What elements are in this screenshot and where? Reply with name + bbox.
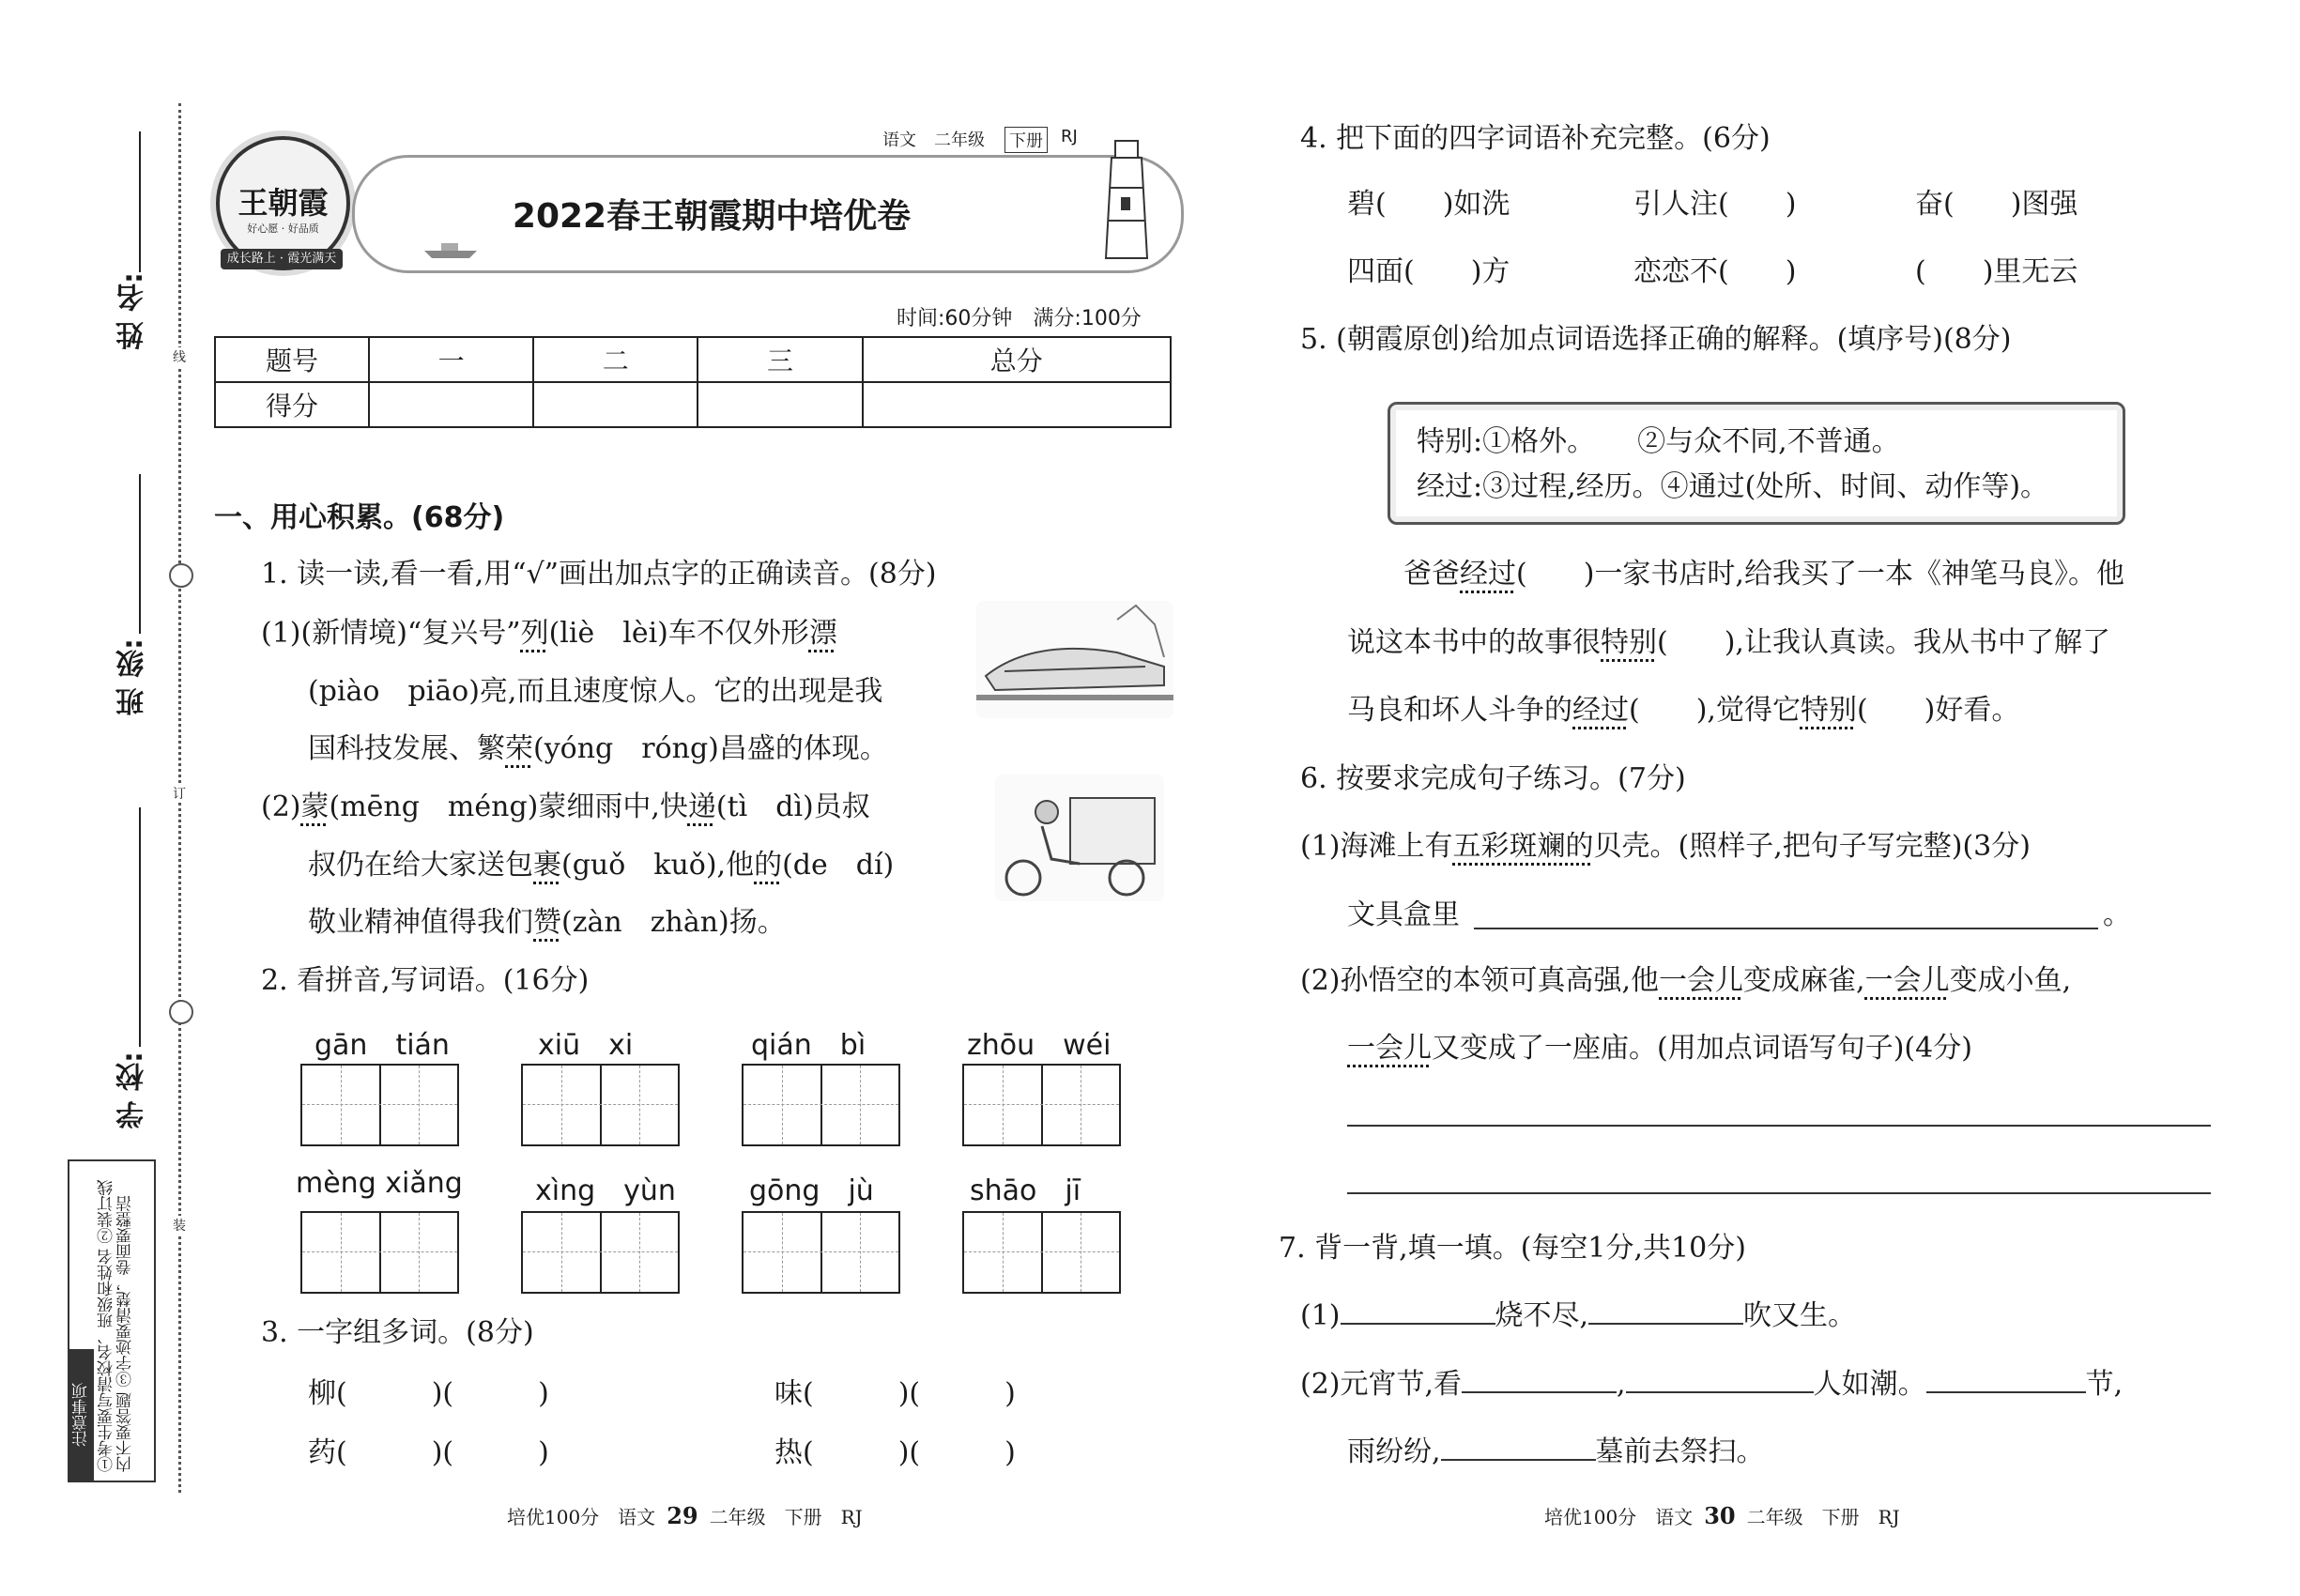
- dotted-word: 一会儿: [1864, 964, 1950, 997]
- pinyin-label: mèng xiǎng: [296, 1167, 463, 1200]
- text: (zàn zhàn)扬。: [561, 906, 786, 939]
- name-label: 姓 名:: [116, 272, 149, 350]
- page-number: 30: [1704, 1502, 1736, 1529]
- text: 节,: [2085, 1368, 2124, 1401]
- footer-right: [1544, 1502, 1900, 1529]
- text: 贝壳。(照样子,把句子写完整)(3分): [1593, 830, 2031, 863]
- school-label: 学 校:: [116, 1051, 149, 1129]
- text: 雨纷纷,: [1347, 1435, 1441, 1468]
- edition-tag: RJ: [1061, 127, 1078, 146]
- question-7: 7. 背一背,填一填。(每空1分,共10分): [1279, 1232, 1746, 1265]
- dotted-word: 五彩斑斓的: [1452, 830, 1594, 863]
- time-score-info: 时间:60分钟 满分:100分: [897, 307, 1142, 330]
- question-5: 5. (朝霞原创)给加点词语选择正确的解释。(填序号)(8分): [1300, 323, 2012, 356]
- dotted-char: 列: [520, 617, 549, 650]
- text: (yóng róng)昌盛的体现。: [533, 732, 888, 765]
- fill-blank[interactable]: [1626, 1391, 1814, 1393]
- q5-paragraph-line1: [1403, 556, 2124, 593]
- writing-grid[interactable]: [521, 1064, 680, 1146]
- dotted-word: 经过: [1460, 558, 1516, 591]
- score-input[interactable]: [698, 382, 862, 427]
- dotted-word: 一会儿: [1347, 1032, 1432, 1065]
- score-cell: 得分: [215, 382, 369, 427]
- text: 说这本书中的故事很: [1347, 626, 1601, 659]
- dotted-word: 经过: [1572, 694, 1629, 727]
- dotted-char: 蒙: [300, 790, 330, 823]
- question-3: 3. 一字组多词。(8分): [261, 1316, 534, 1349]
- courier-illustration: [995, 775, 1164, 901]
- q6-part1-answer-label: 文具盒里: [1347, 898, 1460, 931]
- q3-item-liu[interactable]: 柳( )( ): [308, 1377, 549, 1410]
- score-cell: 三: [698, 337, 862, 382]
- pinyin-label: zhōu wéi: [967, 1029, 1112, 1062]
- q5-paragraph-line3: [1347, 692, 2019, 729]
- question-2: 2. 看拼音,写词语。(16分): [261, 964, 590, 997]
- footer-suffix: 二年级 下册 RJ: [1746, 1506, 1900, 1528]
- ship-icon: [422, 239, 479, 260]
- dotted-char: 裹: [533, 849, 561, 882]
- volume-tag: 下册: [1004, 127, 1048, 153]
- notes-tag: 注意事项: [69, 1349, 94, 1481]
- definition-box: [1388, 402, 2125, 525]
- writing-grid[interactable]: [962, 1211, 1121, 1294]
- dotted-word: 特别: [1800, 694, 1857, 727]
- q4-item[interactable]: ( )里无云: [1915, 255, 2078, 288]
- text: 墓前去祭扫。: [1595, 1435, 1765, 1468]
- q4-item[interactable]: 引人注( ): [1633, 188, 1797, 221]
- q1-part2-line3: [308, 904, 786, 942]
- dotted-char: 赞: [533, 906, 561, 939]
- cut-mark-order: 订: [169, 784, 190, 803]
- writing-grid[interactable]: [521, 1211, 680, 1294]
- q3-item-yao[interactable]: 药( )( ): [308, 1436, 549, 1469]
- brand-sub: 好心愿 · 好品质: [247, 223, 319, 235]
- name-blank[interactable]: [139, 131, 141, 272]
- cut-circle-1: [169, 563, 193, 588]
- text: (de dí): [782, 849, 895, 882]
- text: (1): [1300, 1299, 1341, 1332]
- writing-grid[interactable]: [742, 1064, 900, 1146]
- score-input[interactable]: [533, 382, 698, 427]
- text: 叔仍在给大家送包: [308, 849, 533, 882]
- class-blank[interactable]: [139, 474, 141, 634]
- dotted-char: 荣: [505, 732, 533, 765]
- text: 变成小鱼,: [1949, 964, 2072, 997]
- q6-part2-line2: [1347, 1030, 1972, 1067]
- exam-title: 2022春王朝霞期中培优卷: [512, 197, 912, 236]
- text: (1)(新情境)“复兴号”: [261, 617, 521, 650]
- writing-grid[interactable]: [742, 1211, 900, 1294]
- dotted-word: 特别: [1601, 626, 1657, 659]
- text: 又变成了一座庙。(用加点词语写句子)(4分): [1432, 1032, 1972, 1065]
- text: 爸爸: [1403, 558, 1460, 591]
- text: (2)元宵节,看: [1300, 1368, 1463, 1401]
- subject-tag: 语文: [882, 130, 916, 150]
- text: (liè lèi)车不仅外形: [548, 617, 809, 650]
- page-number: 29: [667, 1502, 698, 1529]
- score-cell: 总分: [863, 337, 1171, 382]
- text: 吹又生。: [1743, 1299, 1857, 1332]
- footer-prefix: 培优100分 语文: [1544, 1506, 1694, 1528]
- cut-mark-bind: 装: [169, 1216, 190, 1235]
- text: ( ),让我认真读。我从书中了解了: [1657, 626, 2110, 659]
- q6-part1-period: 。: [2103, 898, 2131, 931]
- notes-box: [68, 1159, 156, 1482]
- q4-item[interactable]: 奋( )图强: [1915, 188, 2078, 221]
- fill-blank[interactable]: [1341, 1323, 1495, 1325]
- fill-blank[interactable]: [1588, 1323, 1743, 1325]
- pinyin-label: gān tián: [314, 1029, 450, 1062]
- q1-part1-line3: [308, 730, 888, 768]
- text: 马良和坏人斗争的: [1347, 694, 1572, 727]
- footer-left: [507, 1502, 863, 1529]
- text: (1)海滩上有: [1300, 830, 1453, 863]
- q6-part2-answer-line[interactable]: [1347, 1192, 2211, 1194]
- q6-part2-answer-line[interactable]: [1347, 1125, 2211, 1127]
- footer-prefix: 培优100分 语文: [507, 1506, 656, 1528]
- text: 国科技发展、繁: [308, 732, 505, 765]
- text: (2)孙悟空的本领可真高强,他: [1300, 964, 1660, 997]
- dotted-word: 一会儿: [1659, 964, 1744, 997]
- q1-part1-line1: [261, 615, 837, 652]
- text: ,: [1617, 1368, 1626, 1401]
- definition-line-1: 特别:①格外。 ②与众不同,不普通。: [1417, 425, 1900, 458]
- text: 人如潮。: [1813, 1368, 1926, 1401]
- text: 烧不尽,: [1495, 1299, 1589, 1332]
- q3-item-re[interactable]: 热( )( ): [774, 1436, 1016, 1469]
- lighthouse-icon: [1089, 131, 1164, 263]
- pinyin-label: xiū xi: [538, 1029, 634, 1062]
- footer-suffix: 二年级 下册 RJ: [709, 1506, 863, 1528]
- cut-mark-line: 线: [169, 347, 190, 366]
- brand-ribbon: 成长路上 · 霞光满天: [221, 249, 343, 269]
- score-cell: 一: [369, 337, 533, 382]
- text: (mēng méng)蒙细雨中,快: [329, 790, 688, 823]
- pinyin-label: gōng jù: [749, 1174, 874, 1207]
- question-6: 6. 按要求完成句子练习。(7分): [1300, 762, 1686, 795]
- q4-item[interactable]: 恋恋不( ): [1633, 255, 1797, 288]
- train-illustration: [976, 601, 1173, 718]
- score-header-row: [215, 337, 1171, 382]
- text: ( )好看。: [1856, 694, 2020, 727]
- text: ( ),觉得它: [1629, 694, 1801, 727]
- score-input[interactable]: [369, 382, 533, 427]
- q4-item[interactable]: 碧( )如洗: [1347, 188, 1510, 221]
- q7-part3: [1347, 1434, 1765, 1471]
- q3-item-wei[interactable]: 味( )( ): [774, 1377, 1016, 1410]
- score-table: [214, 336, 1172, 428]
- cut-circle-2: [169, 1000, 193, 1024]
- question-4: 4. 把下面的四字词语补充完整。(6分): [1300, 122, 1771, 155]
- writing-grid[interactable]: [300, 1211, 459, 1294]
- text: (tì dì)员叔: [715, 790, 870, 823]
- grade-tag: 二年级: [934, 130, 985, 150]
- score-value-row: [215, 382, 1171, 427]
- fill-blank[interactable]: [1462, 1391, 1617, 1393]
- q6-part2-line1: [1300, 962, 2071, 1000]
- writing-grid[interactable]: [962, 1064, 1121, 1146]
- pinyin-label: xìng yùn: [535, 1174, 676, 1207]
- text: 敬业精神值得我们: [308, 906, 533, 939]
- q1-part1-line2: (piào piāo)亮,而且速度惊人。它的出现是我: [308, 675, 883, 708]
- q1-part2-line1: [261, 789, 870, 826]
- q6-part1-answer-line[interactable]: [1474, 928, 2098, 929]
- text: (guǒ kuǒ),他: [561, 849, 755, 882]
- score-cell: 二: [533, 337, 698, 382]
- text: ( )一家书店时,给我买了一本《神笔马良》。他: [1516, 558, 2124, 591]
- text: (2): [261, 790, 301, 823]
- dotted-char: 漂: [808, 617, 837, 650]
- q7-part2: [1300, 1366, 2123, 1404]
- notes-text: ①考生要写清校名、班级和姓名 ②装订线内不要答题 ③字迹要清楚，卷面要整洁: [98, 1179, 135, 1472]
- q1-part2-line2: [308, 847, 894, 884]
- q7-part1: [1300, 1297, 1856, 1335]
- section-1-heading: 一、用心积累。(68分): [214, 501, 505, 534]
- fill-blank[interactable]: [1441, 1459, 1596, 1461]
- q4-item[interactable]: 四面( )方: [1347, 255, 1510, 288]
- score-cell: 题号: [215, 337, 369, 382]
- writing-grid[interactable]: [300, 1064, 459, 1146]
- definition-line-2: 经过:③过程,经历。④通过(处所、时间、动作等)。: [1417, 470, 2049, 503]
- pinyin-label: shāo jī: [970, 1174, 1081, 1207]
- q6-part1: [1300, 828, 2031, 866]
- fill-blank[interactable]: [1926, 1391, 2086, 1393]
- dotted-char: 的: [754, 849, 783, 882]
- score-input[interactable]: [863, 382, 1171, 427]
- q5-paragraph-line2: [1347, 624, 2110, 662]
- brand-name: 王朝霞: [238, 185, 329, 221]
- class-label: 班 级:: [116, 638, 149, 716]
- school-blank[interactable]: [139, 807, 141, 1047]
- text: 变成麻雀,: [1743, 964, 1865, 997]
- dotted-char: 递: [687, 790, 716, 823]
- question-1: 1. 读一读,看一看,用“√”画出加点字的正确读音。(8分): [261, 558, 937, 591]
- pinyin-label: qián bì: [751, 1029, 866, 1062]
